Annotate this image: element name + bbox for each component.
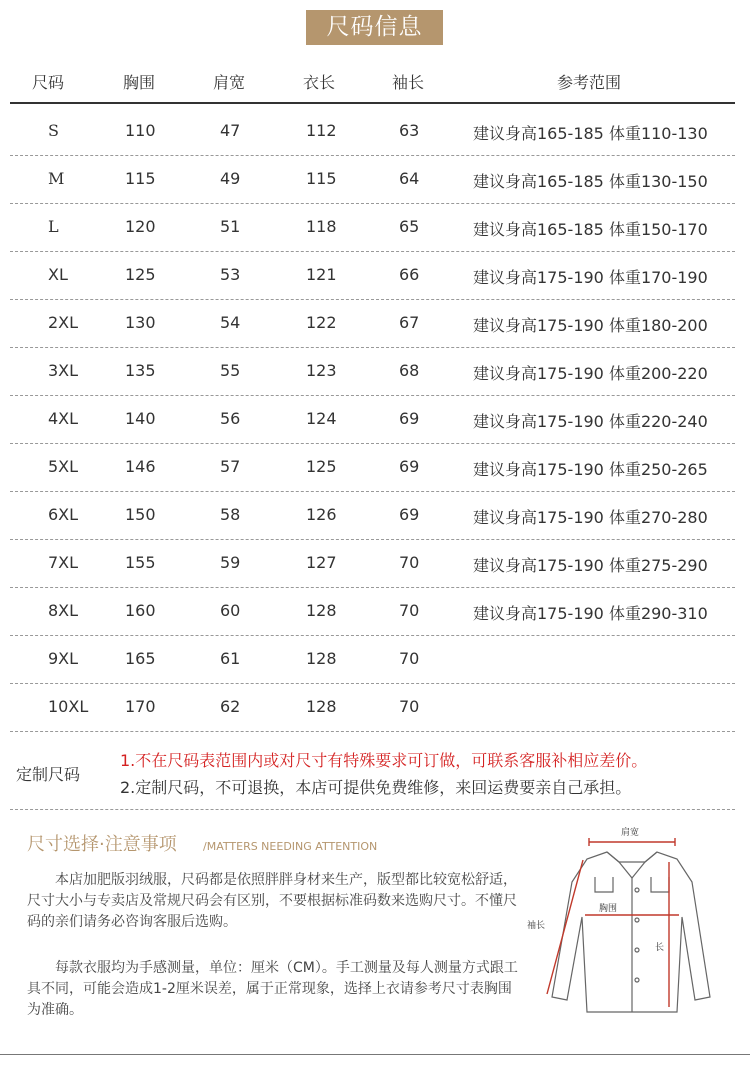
custom-note-2: 2.定制尺码，不可退换，本店可提供免费维修，来回运费要亲自己承担。 — [120, 778, 632, 797]
cell-sleeve: 66 — [399, 265, 420, 284]
table-row — [10, 252, 735, 300]
notes-subtitle: /MATTERS NEEDING ATTENTION — [203, 840, 378, 853]
table-row — [10, 108, 735, 156]
cell-sleeve: 69 — [399, 457, 420, 476]
shirt-outline-icon — [527, 822, 742, 1022]
cell-reference: 建议身高175-190 体重250-265 — [473, 460, 708, 479]
cell-chest: 130 — [125, 313, 156, 332]
cell-reference: 建议身高175-190 体重180-200 — [473, 316, 708, 335]
cell-length: 125 — [306, 457, 337, 476]
cell-chest: 150 — [125, 505, 156, 524]
cell-sleeve: 70 — [399, 553, 420, 572]
cell-size: 9XL — [48, 649, 79, 668]
table-row — [10, 588, 735, 636]
header-size: 尺码 — [32, 73, 65, 92]
cell-chest: 165 — [125, 649, 156, 668]
notes-title: 尺寸选择·注意事项 — [27, 834, 177, 855]
cell-size: 4XL — [48, 409, 79, 428]
cell-size: 6XL — [48, 505, 79, 524]
cell-chest: 155 — [125, 553, 156, 572]
cell-sleeve: 70 — [399, 649, 420, 668]
divider — [10, 809, 735, 810]
cell-reference: 建议身高175-190 体重170-190 — [473, 268, 708, 287]
cell-size: 2XL — [48, 313, 79, 332]
cell-chest: 146 — [125, 457, 156, 476]
table-row — [10, 348, 735, 396]
cell-sleeve: 70 — [399, 601, 420, 620]
cell-shoulder: 56 — [220, 409, 241, 428]
cell-shoulder: 51 — [220, 217, 241, 236]
cell-reference: 建议身高165-185 体重150-170 — [473, 220, 708, 239]
cell-reference: 建议身高175-190 体重200-220 — [473, 364, 708, 383]
header-sleeve: 袖长 — [392, 73, 425, 92]
cell-size: M — [48, 169, 65, 188]
notes-paragraph-1: 本店加肥版羽绒服，尺码都是依照胖胖身材来生产，版型都比较宽松舒适，尺寸大小与专卖店及常规尺码会有区别，不要根据标准码数来选购尺寸。不懂尺码的亲们请务必咨询客服后选购。 — [27, 872, 517, 930]
table-row — [10, 492, 735, 540]
cell-sleeve: 63 — [399, 121, 420, 140]
diagram-length-label: 长 — [655, 943, 665, 953]
header-chest: 胸围 — [123, 73, 156, 92]
table-row — [10, 396, 735, 444]
header-length: 衣长 — [303, 73, 336, 92]
table-row — [10, 684, 735, 732]
cell-size: L — [48, 217, 59, 236]
cell-length: 124 — [306, 409, 337, 428]
cell-reference: 建议身高175-190 体重290-310 — [473, 604, 708, 623]
cell-reference: 建议身高165-185 体重130-150 — [473, 172, 708, 191]
cell-shoulder: 54 — [220, 313, 241, 332]
cell-size: 7XL — [48, 553, 79, 572]
custom-size-label: 定制尺码 — [16, 765, 81, 784]
cell-sleeve: 65 — [399, 217, 420, 236]
table-row — [10, 636, 735, 684]
cell-reference: 建议身高175-190 体重220-240 — [473, 412, 708, 431]
cell-size: S — [48, 121, 59, 140]
diagram-chest-label: 胸围 — [599, 904, 618, 914]
cell-length: 122 — [306, 313, 337, 332]
cell-shoulder: 53 — [220, 265, 241, 284]
cell-shoulder: 61 — [220, 649, 241, 668]
shirt-diagram — [527, 822, 742, 1022]
cell-length: 112 — [306, 121, 337, 140]
cell-sleeve: 69 — [399, 409, 420, 428]
cell-chest: 135 — [125, 361, 156, 380]
cell-size: 5XL — [48, 457, 79, 476]
cell-sleeve: 64 — [399, 169, 420, 188]
cell-reference: 建议身高175-190 体重270-280 — [473, 508, 708, 527]
header-shoulder: 肩宽 — [213, 73, 246, 92]
custom-note-1: 1.不在尺码表范围内或对尺寸有特殊要求可订做，可联系客服补相应差价。 — [120, 751, 648, 770]
cell-length: 126 — [306, 505, 337, 524]
cell-length: 127 — [306, 553, 337, 572]
cell-size: 3XL — [48, 361, 79, 380]
cell-shoulder: 59 — [220, 553, 241, 572]
table-row — [10, 156, 735, 204]
cell-shoulder: 60 — [220, 601, 241, 620]
page-title: 尺码信息 — [306, 10, 443, 45]
cell-length: 128 — [306, 697, 337, 716]
cell-length: 121 — [306, 265, 337, 284]
cell-chest: 170 — [125, 697, 156, 716]
cell-shoulder: 58 — [220, 505, 241, 524]
diagram-sleeve-label: 袖长 — [527, 921, 546, 931]
bottom-divider — [0, 1054, 750, 1055]
cell-chest: 110 — [125, 121, 156, 140]
cell-chest: 140 — [125, 409, 156, 428]
cell-length: 115 — [306, 169, 337, 188]
diagram-shoulder-label: 肩宽 — [621, 828, 640, 838]
cell-sleeve: 69 — [399, 505, 420, 524]
cell-length: 128 — [306, 601, 337, 620]
cell-shoulder: 62 — [220, 697, 241, 716]
notes-paragraph-2: 每款衣服均为手感测量，单位：厘米（CM）。手工测量及每人测量方式跟工具不同，可能会造成1-2厘米误差，属于正常现象，选择上衣请参考尺寸表胸围为准确。 — [27, 960, 518, 1018]
cell-reference: 建议身高165-185 体重110-130 — [473, 124, 708, 143]
cell-sleeve: 70 — [399, 697, 420, 716]
cell-sleeve: 68 — [399, 361, 420, 380]
cell-shoulder: 57 — [220, 457, 241, 476]
cell-chest: 125 — [125, 265, 156, 284]
cell-shoulder: 47 — [220, 121, 241, 140]
header-divider — [10, 102, 735, 104]
cell-size: XL — [48, 265, 68, 284]
table-header — [10, 60, 735, 104]
cell-length: 123 — [306, 361, 337, 380]
header-reference: 参考范围 — [557, 73, 622, 92]
cell-chest: 160 — [125, 601, 156, 620]
cell-chest: 115 — [125, 169, 156, 188]
cell-sleeve: 67 — [399, 313, 420, 332]
cell-reference: 建议身高175-190 体重275-290 — [473, 556, 708, 575]
table-row — [10, 300, 735, 348]
table-row — [10, 204, 735, 252]
cell-size: 8XL — [48, 601, 79, 620]
cell-chest: 120 — [125, 217, 156, 236]
cell-length: 128 — [306, 649, 337, 668]
cell-size: 10XL — [48, 697, 89, 716]
cell-shoulder: 49 — [220, 169, 241, 188]
custom-size-section — [10, 732, 735, 810]
table-row — [10, 444, 735, 492]
cell-length: 118 — [306, 217, 337, 236]
table-row — [10, 540, 735, 588]
cell-shoulder: 55 — [220, 361, 241, 380]
